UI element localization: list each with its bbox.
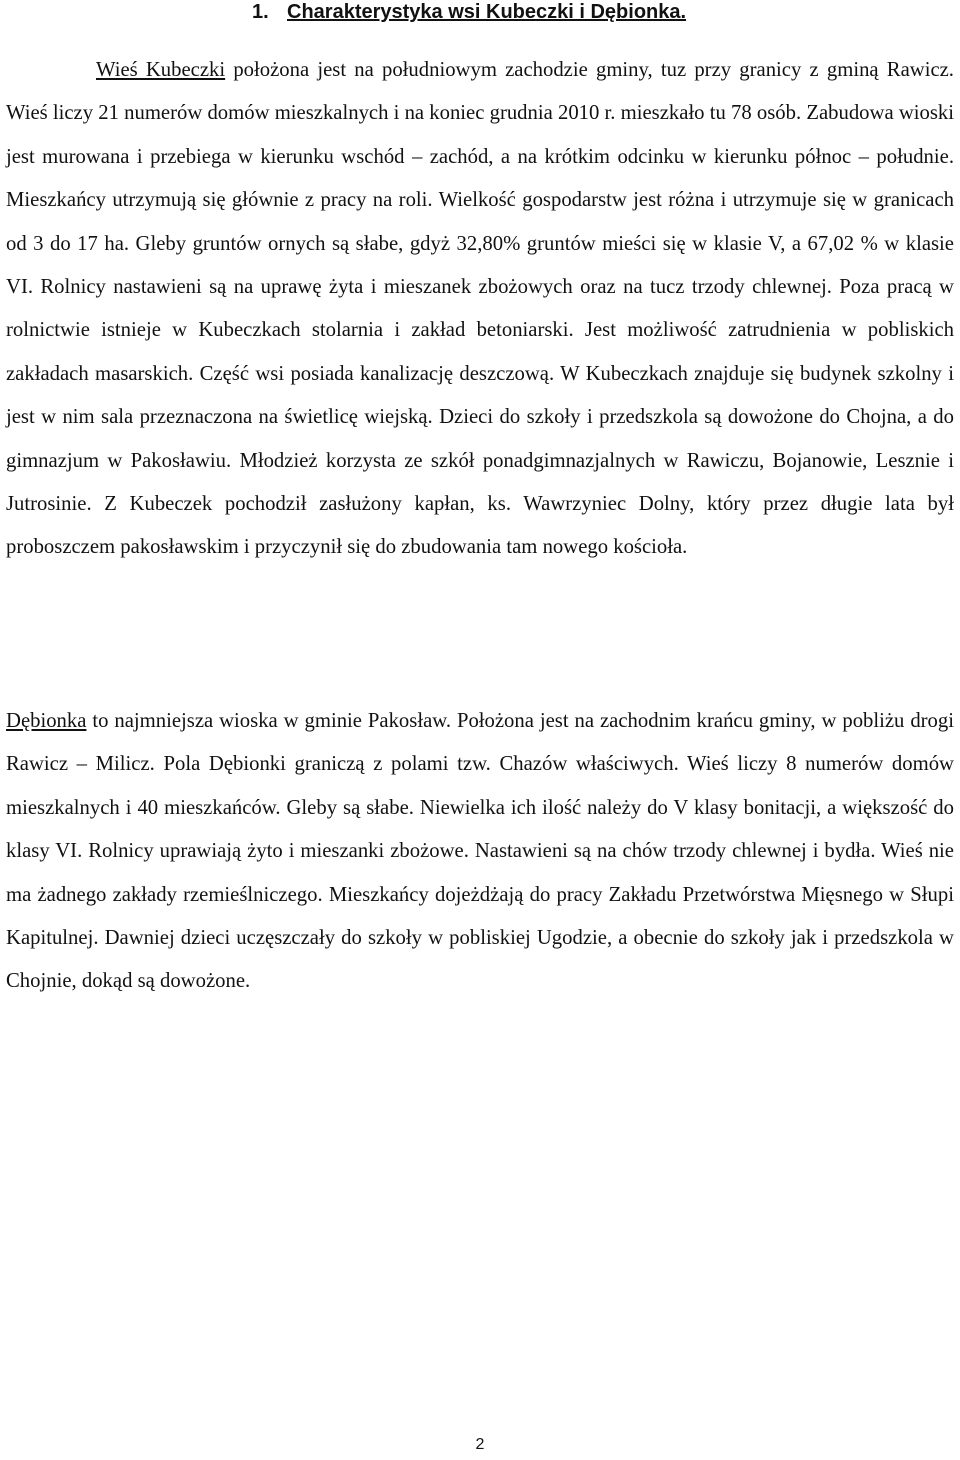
section-number: 1. xyxy=(252,1,269,23)
place-name-kubeczki: Wieś Kubeczki xyxy=(96,59,226,81)
paragraph-kubeczki-text: położona jest na południowym zachodzie gminy, tuz przy granicy z gminą Rawicz. Wieś liczy 21 numerów domów mieszkalnych i na koniec grudnia 2010 r. mieszkało tu 78 osób. Zabudowa wioski jest murowana i przebiega w kierunku wschód – zachód, a na krótkim odcinku w kierunku północ – południe. Mieszkańcy utrzymują się głównie z pracy na roli. Wielkość gospodarstw jest różna i utrzymuje się w granicach od 3 do 17 ha. Gleby gruntów ornych są słabe, gdyż 32,80% gruntów mieści się w klasie V, a 67,02 % w klasie VI. Rolnicy nastawieni są na uprawę żyta i mieszanek zbożowych oraz na tucz trzody chlewnej. Poza pracą w rolnictwie istnieje w Kubeczkach stolarnia i zakład betoniarski. Jest możliwość zatrudnienia w pobliskich zakładach masarskich. Część wsi posiada kanalizację deszczową. W Kubeczkach znajduje się budynek szkolny i jest w nim sala przeznaczona na świetlicę wiejską. Dzieci do szkoły i przedszkola są dowożone do Chojna, a do gimnazjum w Pakosławiu. Młodzież korzysta ze szkół ponadgimnazjalnych w Rawiczu, Bojanowie, Lesznie i Jutrosinie. Z Kubeczek pochodził zasłużony kapłan, ks. Wawrzyniec Dolny, który przez długie lata był proboszczem pakosławskim i przyczynił się do zbudowania tam nowego kościoła. xyxy=(6,59,954,559)
paragraph-debionka-text: to najmniejsza wioska w gminie Pakosław. Położona jest na zachodnim krańcu gminy, w pobliżu drogi Rawicz – Milicz. Pola Dębionki graniczą z polami tzw. Chazów właściwych. Wieś liczy 8 numerów domów mieszkalnych i 40 mieszkańców. Gleby są słabe. Niewielka ich ilość należy do V klasy bonitacji, a większość do klasy VI. Rolnicy uprawiają żyto i mieszanki zbożowe. Nastawieni są na chów trzody chlewnej i bydła. Wieś nie ma żadnego zakłady rzemieślniczego. Mieszkańcy dojeżdżają do pracy Zakładu Przetwórstwa Mięsnego w Słupi Kapitulnej. Dawniej dzieci uczęszczały do szkoły w pobliskiej Ugodzie, a obecnie do szkoły jak i przedszkola w Chojnie, dokąd są dowożone. xyxy=(6,710,954,993)
section-title: Charakterystyka wsi Kubeczki i Dębionka. xyxy=(287,1,687,23)
section-heading xyxy=(0,0,960,28)
place-name-debionka: Dębionka xyxy=(6,710,87,732)
paragraph-debionka xyxy=(6,700,954,1004)
paragraph-kubeczki xyxy=(6,49,954,570)
page-number: 2 xyxy=(475,1436,485,1453)
